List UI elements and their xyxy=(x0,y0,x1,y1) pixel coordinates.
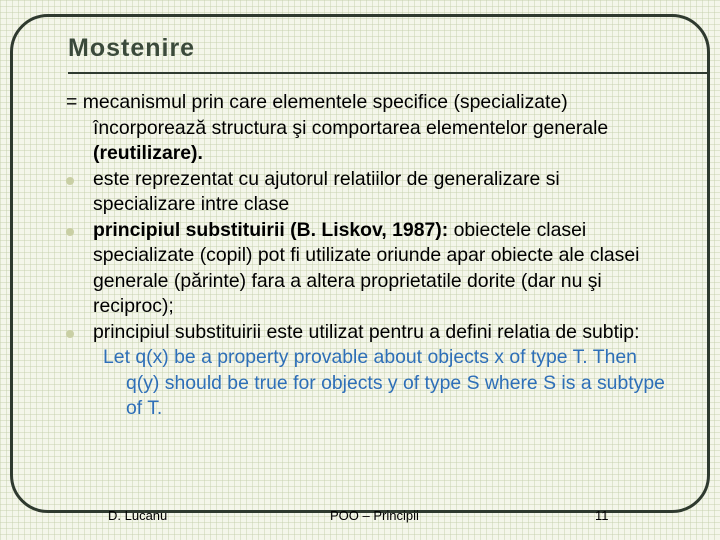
intro-text: = mecanismul prin care elementele specifice (specializate) încorporează structura şi comportarea elementelor generale xyxy=(66,91,609,139)
bullet-item xyxy=(66,167,666,218)
bullet-item xyxy=(66,320,666,346)
bullet-text: principiul substituirii este utilizat pentru a defini relatia de subtip: xyxy=(93,320,640,343)
footer-page-number: 11 xyxy=(595,508,609,523)
intro-bold-text: (reutilizare). xyxy=(93,142,203,164)
bullet-item xyxy=(66,218,666,320)
bullet-text: este reprezentat cu ajutorul relatiilor de generalizare si specializare intre clase xyxy=(93,167,560,215)
bullet-dot-icon xyxy=(66,228,74,236)
intro-paragraph xyxy=(66,90,666,167)
bullet-text: obiectele clasei specializate (copil) pot fi utilizate oriunde apar obiecte ale clasei generale (părinte) fara a altera proprietatile dorite (dar nu şi reciproc); xyxy=(93,218,640,317)
slide-title: Mostenire xyxy=(68,34,196,62)
bullet-dot-icon xyxy=(66,330,74,338)
bullet-dot-icon xyxy=(66,177,74,185)
title-divider xyxy=(68,72,710,74)
liskov-quote: Let q(x) be a property provable about objects x of type T. Then q(y) should be true for objects y of type S where S is a subtype of T. xyxy=(103,346,665,419)
footer-author: D. Lucanu xyxy=(108,508,168,523)
bullet-bold-text: principiul substituirii (B. Liskov, 1987): xyxy=(93,218,449,241)
slide-body xyxy=(66,90,666,422)
footer-course: POO – Principii xyxy=(330,508,419,523)
